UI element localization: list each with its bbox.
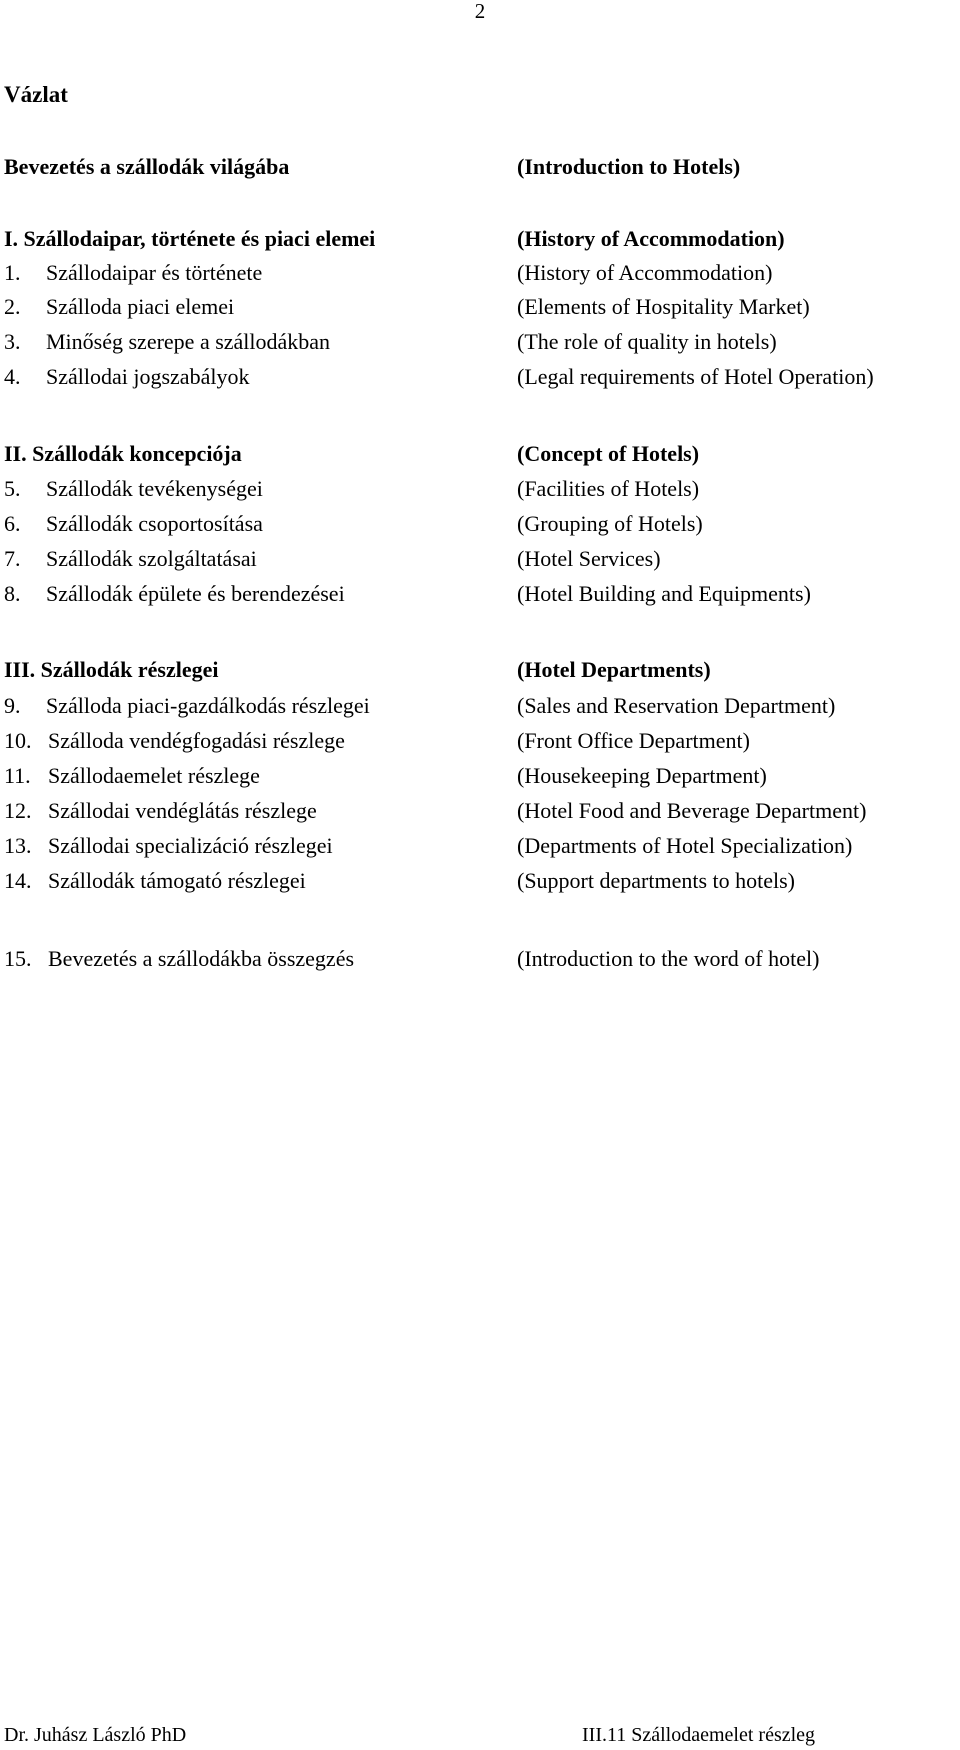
item-title-en: (Facilities of Hotels) <box>517 476 700 501</box>
footer-author: Dr. Juhász László PhD <box>4 1724 187 1746</box>
toc-item <box>4 509 956 539</box>
toc-item <box>4 258 956 288</box>
item-title-en: (Hotel Services) <box>517 546 661 571</box>
toc-item <box>4 474 956 504</box>
toc-item <box>4 866 956 896</box>
intro-title-hu: Bevezetés a szállodák világába <box>4 154 290 179</box>
toc-item <box>4 726 956 756</box>
item-number: 13. <box>4 833 32 858</box>
section-title-en: (Hotel Departments) <box>517 657 711 682</box>
item-title-hu: Szálloda vendégfogadási részlege <box>48 728 345 753</box>
toc-item <box>4 544 956 574</box>
toc-item <box>4 579 956 609</box>
intro-row <box>4 152 956 182</box>
item-title-en: (Hotel Building and Equipments) <box>517 581 811 606</box>
item-title-hu: Szállodai vendéglátás részlege <box>48 798 317 823</box>
item-number: 2. <box>4 294 21 319</box>
item-title-en: (Hotel Food and Beverage Department) <box>517 798 867 823</box>
page-number: 2 <box>474 0 486 23</box>
item-title-en: (The role of quality in hotels) <box>517 329 777 354</box>
toc-item <box>4 944 956 974</box>
section-header <box>4 224 956 254</box>
item-title-hu: Szállodák tevékenységei <box>46 476 263 501</box>
item-title-hu: Szállodaipar és története <box>46 260 263 285</box>
item-title-en: (Introduction to the word of hotel) <box>517 946 820 971</box>
toc-item <box>4 761 956 791</box>
toc-item <box>4 292 956 322</box>
item-number: 5. <box>4 476 21 501</box>
section-header <box>4 439 956 469</box>
section-title-en: (History of Accommodation) <box>517 226 785 251</box>
item-title-hu: Szállodák szolgáltatásai <box>46 546 257 571</box>
item-title-hu: Szállodaemelet részlege <box>48 763 260 788</box>
item-title-en: (Housekeeping Department) <box>517 763 767 788</box>
toc-item <box>4 327 956 357</box>
intro-title-en: (Introduction to Hotels) <box>517 154 741 179</box>
item-title-en: (Grouping of Hotels) <box>517 511 703 536</box>
item-title-en: (Legal requirements of Hotel Operation) <box>517 364 874 389</box>
item-title-hu: Szállodák csoportosítása <box>46 511 263 536</box>
item-title-en: (Sales and Reservation Department) <box>517 693 836 718</box>
item-title-hu: Szálloda piaci-gazdálkodás részlegei <box>46 693 370 718</box>
section-title-hu: III. Szállodák részlegei <box>4 657 219 682</box>
item-number: 8. <box>4 581 21 606</box>
item-number: 3. <box>4 329 21 354</box>
item-title-hu: Bevezetés a szállodákba összegzés <box>48 946 355 971</box>
item-title-hu: Szállodai jogszabályok <box>46 364 250 389</box>
item-title-hu: Szállodák épülete és berendezései <box>46 581 345 606</box>
toc-item <box>4 691 956 721</box>
item-number: 11. <box>4 763 31 788</box>
item-number: 12. <box>4 798 32 823</box>
footer-chapter: III.11 Szállodaemelet részleg <box>582 1724 816 1746</box>
item-number: 1. <box>4 260 21 285</box>
section-title-hu: I. Szállodaipar, története és piaci elemei <box>4 226 376 251</box>
item-title-en: (Departments of Hotel Specialization) <box>517 833 853 858</box>
section-header <box>4 655 956 685</box>
outline-title: Vázlat <box>4 82 68 107</box>
item-title-hu: Szálloda piaci elemei <box>46 294 235 319</box>
section-title-hu: II. Szállodák koncepciója <box>4 441 242 466</box>
item-number: 14. <box>4 868 32 893</box>
toc-item <box>4 362 956 392</box>
item-number: 9. <box>4 693 21 718</box>
item-number: 10. <box>4 728 32 753</box>
item-title-hu: Minőség szerepe a szállodákban <box>46 329 331 354</box>
item-number: 7. <box>4 546 21 571</box>
item-title-hu: Szállodák támogató részlegei <box>48 868 306 893</box>
toc-item <box>4 796 956 826</box>
item-title-en: (Support departments to hotels) <box>517 868 796 893</box>
item-number: 15. <box>4 946 32 971</box>
item-title-en: (Front Office Department) <box>517 728 750 753</box>
item-title-hu: Szállodai specializáció részlegei <box>48 833 333 858</box>
item-number: 6. <box>4 511 21 536</box>
item-title-en: (History of Accommodation) <box>517 260 773 285</box>
item-title-en: (Elements of Hospitality Market) <box>517 294 810 319</box>
toc-item <box>4 831 956 861</box>
section-title-en: (Concept of Hotels) <box>517 441 700 466</box>
item-number: 4. <box>4 364 21 389</box>
